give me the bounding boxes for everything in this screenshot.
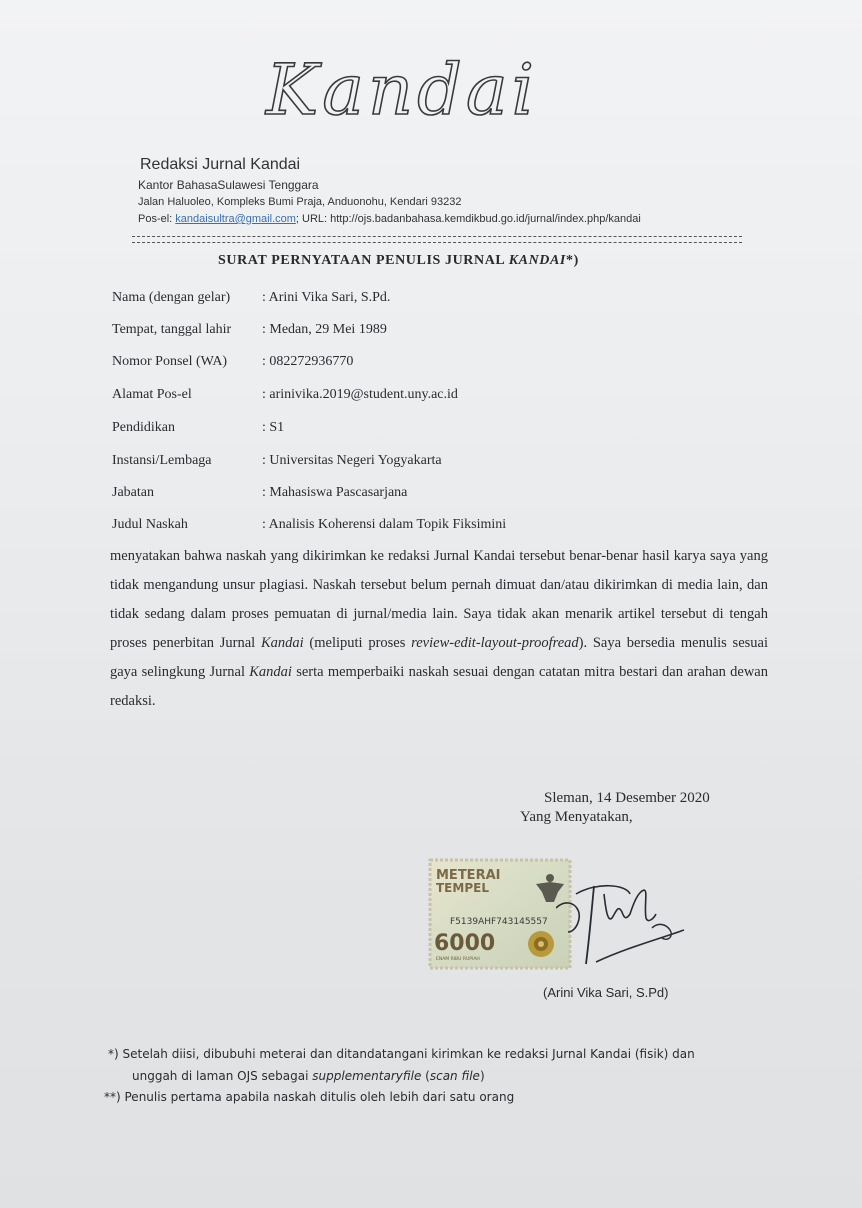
stamp-amount-words: ENAM RIBU RUPIAH: [436, 957, 480, 962]
footnote-text: (: [421, 1069, 430, 1083]
email-link[interactable]: kandaisultra@gmail.com: [175, 213, 296, 225]
field-education: [112, 420, 285, 436]
field-value: : arinivika.2019@student.uny.ac.id: [262, 387, 458, 402]
field-label: Tempat, tanggal lahir: [112, 322, 232, 337]
declarant-label: Yang Menyatakan,: [520, 809, 633, 825]
journal-name-italic: Kandai: [260, 635, 304, 651]
footnote-italic: scan file: [429, 1069, 480, 1083]
handwritten-signature: [556, 872, 686, 968]
place-date: Sleman, 14 Desember 2020: [544, 790, 710, 806]
office-address: Jalan Haluoleo, Kompleks Bumi Praja, Anduonohu, Kendari 93232: [138, 196, 462, 208]
field-value: : Arini Vika Sari, S.Pd.: [262, 290, 391, 305]
field-label: Jabatan: [112, 485, 154, 500]
field-value: : S1: [262, 420, 285, 435]
contact-line: [138, 213, 641, 225]
stamp-serial: F5139AHF743145557: [450, 917, 548, 927]
journal-name-italic: Kandai: [249, 664, 292, 680]
statement-paragraph: [110, 542, 768, 716]
footnote-1-continued: [132, 1069, 485, 1083]
stamp-subtitle: TEMPEL: [436, 881, 489, 895]
stamp-title: METERAI: [436, 868, 501, 883]
field-manuscript-title: [112, 517, 507, 533]
field-label: Judul Naskah: [112, 517, 188, 532]
footnote-italic: supplementaryfile: [312, 1069, 422, 1083]
field-label: Pendidikan: [112, 420, 175, 435]
field-institution: [112, 453, 442, 469]
contact-prefix: Pos-el:: [138, 213, 176, 225]
field-value: : 082272936770: [262, 354, 354, 369]
header-divider: [132, 236, 742, 243]
field-value: : Universitas Negeri Yogyakarta: [262, 453, 442, 468]
statement-text: serta memperbaiki naskah sesuai dengan catatan mitra bestari dan arahan dewan redaksi.: [110, 664, 768, 709]
field-name: [112, 290, 391, 306]
stamp-amount: 6000: [434, 931, 496, 956]
field-value: : Medan, 29 Mei 1989: [262, 322, 387, 337]
title-suffix: *): [566, 253, 579, 268]
footnote-text: ): [479, 1069, 485, 1083]
footnote-text: Penulis pertama apabila naskah ditulis oleh lebih dari satu orang: [120, 1090, 515, 1104]
statement-text: ). Saya bersedia menulis sesuai gaya selingkung Jurnal: [110, 635, 768, 680]
kandai-logo: [232, 48, 572, 138]
field-label: Alamat Pos-el: [112, 387, 192, 402]
journal-redaction-title: Redaksi Jurnal Kandai: [140, 156, 301, 173]
footnote-1: [108, 1047, 695, 1061]
duty-stamp: [428, 858, 572, 970]
field-value: : Mahasiswa Pascasarjana: [262, 485, 408, 500]
field-label: Nomor Ponsel (WA): [112, 354, 228, 369]
footnote-text: unggah di laman OJS sebagai: [132, 1069, 313, 1083]
journal-url: ; URL: http://ojs.badanbahasa.kemdikbud.go.id/jurnal/index.php/kandai: [295, 213, 641, 225]
process-italic: review-edit-layout-proofread: [411, 635, 579, 651]
footnote-text: Setelah diisi, dibubuhi meterai dan ditandatangani kirimkan ke redaksi Jurnal Kandai (fisik) dan: [118, 1047, 695, 1061]
document-title: [218, 253, 579, 269]
logo-text: Kandai: [265, 49, 539, 131]
footnote-2: [104, 1090, 514, 1104]
field-email: [112, 387, 458, 403]
field-birth: [112, 322, 387, 338]
field-value: : Analisis Koherensi dalam Topik Fiksimini: [262, 517, 507, 532]
field-label: Nama (dengan gelar): [112, 290, 231, 305]
field-phone: [112, 354, 354, 370]
field-position: [112, 485, 408, 501]
statement-text: (meliputi proses: [303, 635, 412, 651]
ornament-icon: [528, 931, 554, 957]
field-label: Instansi/Lembaga: [112, 453, 212, 468]
footnote-mark: **): [104, 1090, 121, 1104]
title-prefix: SURAT PERNYATAAN PENULIS JURNAL: [218, 253, 509, 268]
office-name: Kantor BahasaSulawesi Tenggara: [138, 178, 319, 192]
statement-text: menyatakan bahwa naskah yang dikirimkan ke redaksi Jurnal Kandai tersebut benar-benar hasil karya saya yang tidak mengandung unsur plagiasi. Naskah tersebut belum pernah dimuat dan/atau dikirimkan di media lain, dan tidak sedang dalam proses pemuatan di jurnal/media lain. Saya tidak akan menarik artikel tersebut di tengah proses penerbitan Jurnal: [110, 548, 768, 651]
signer-name: (Arini Vika Sari, S.Pd): [543, 985, 669, 1000]
title-journal-name: KANDAI: [508, 253, 566, 268]
footnote-mark: *): [108, 1047, 119, 1061]
